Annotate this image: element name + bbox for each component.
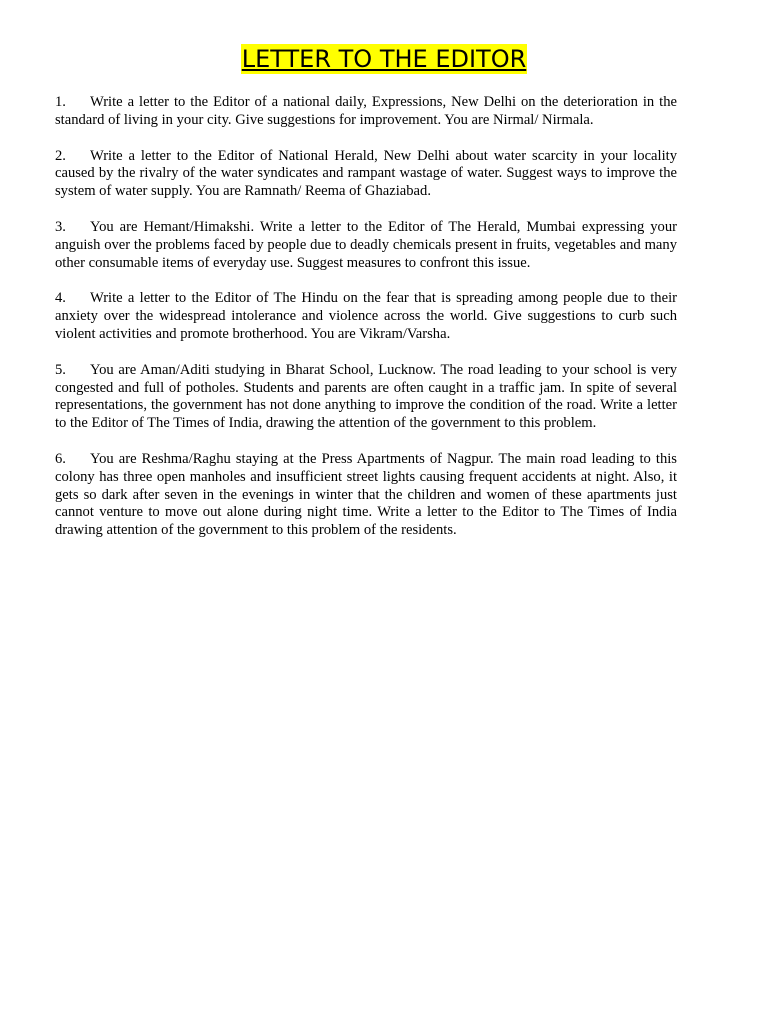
question-number: 4. (55, 290, 66, 307)
question-number: 1. (55, 94, 66, 110)
question-text: You are Hemant/Himakshi. Write a letter to the Editor of The Herald, Mumbai expressing your anguish over the problems faced by people due to deadly chemicals present in fruits, vegetables and many other consumable items of everyday use. Suggest measures to confront this issue. (55, 218, 677, 271)
question-item-3 (55, 219, 677, 272)
title-container (0, 44, 768, 74)
question-text: You are Reshma/Raghu staying at the Press Apartments of Nagpur. The main road leading to this colony has three open manholes and insufficient street lights causing frequent accidents at night. Also, it gets so dark after seven in the evenings in winter that the children and women of these apartments just cannot venture to move out alone during night time. Write a letter to the Editor to The Times of India drawing attention of the government to this problem of the residents. (55, 450, 677, 539)
question-item-1 (55, 94, 677, 130)
question-item-2 (55, 148, 677, 201)
question-number: 3. (55, 218, 66, 235)
question-text: Write a letter to the Editor of The Hindu on the fear that is spreading among people due to their anxiety over the widespread intolerance and violence across the world. Give suggestions to curb such violent activities and promote brotherhood. You are Vikram/Varsha. (55, 290, 677, 342)
question-text: Write a letter to the Editor of National Herald, New Delhi about water scarcity in your locality caused by the rivalry of the water syndicates and rampant wastage of water. Suggest ways to improve the system of water supply. You are Ramnath/ Reema of Ghaziabad. (55, 147, 677, 200)
question-text: Write a letter to the Editor of a national daily, Expressions, New Delhi on the deterioration in the standard of living in your city. Give suggestions for improvement. You are Nirmal/ Nirmala. (55, 94, 677, 128)
page-title: LETTER TO THE EDITOR (241, 45, 527, 73)
question-item-5 (55, 362, 677, 433)
question-list (55, 94, 677, 558)
question-number: 5. (55, 361, 66, 378)
question-text: You are Aman/Aditi studying in Bharat School, Lucknow. The road leading to your school is very congested and full of potholes. Students and parents are often caught in a traffic jam. In spite of several representations, the government has not done anything to improve the condition of the road. Write a letter to the Editor of The Times of India, drawing the attention of the government to this problem. (55, 361, 677, 432)
question-item-6 (55, 451, 677, 540)
question-item-4 (55, 290, 677, 343)
question-number: 2. (55, 147, 66, 164)
question-number: 6. (55, 450, 66, 467)
